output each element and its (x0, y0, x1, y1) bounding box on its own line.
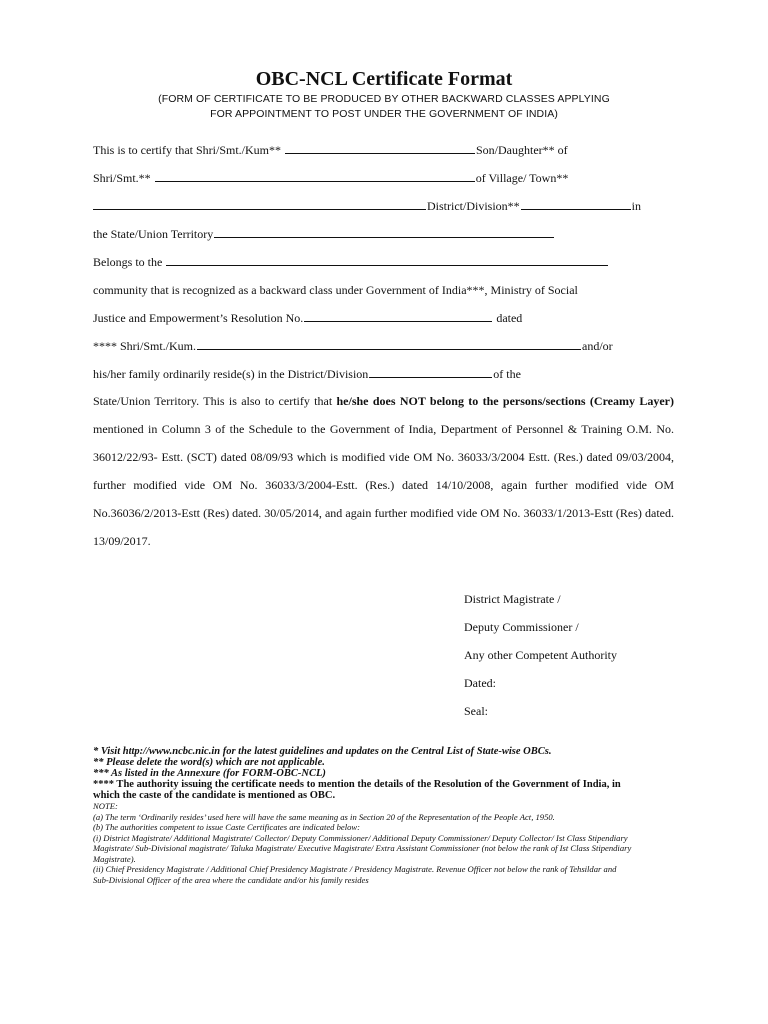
resolution-number-blank[interactable] (304, 320, 492, 322)
form-text: **** Shri/Smt./Kum. (93, 339, 197, 353)
name-blank[interactable] (285, 152, 475, 154)
note-b: (b) The authorities competent to issue Caste Certificates are indicated below: (93, 822, 361, 832)
form-text: District/Division** (427, 199, 520, 213)
shri-name-blank[interactable] (197, 348, 581, 350)
subtitle-line-2: FOR APPOINTMENT TO POST UNDER THE GOVERNMENT OF INDIA) (210, 108, 558, 120)
parent-name-blank[interactable] (155, 180, 475, 182)
state-blank[interactable] (214, 236, 554, 238)
signature-line-2: Deputy Commissioner / (464, 620, 579, 634)
seal-label: Seal: (464, 704, 488, 718)
form-line-name (93, 143, 568, 158)
footnote-2: ** Please delete the word(s) which are not applicable. (93, 757, 325, 768)
form-text: Son/Daughter** of (476, 143, 568, 157)
form-text: of the (493, 367, 521, 381)
form-text: community that is recognized as a backward class under Government of India***, Ministry of Social (93, 283, 578, 297)
form-line-reside (93, 367, 521, 382)
form-line-state (93, 227, 555, 242)
community-blank[interactable] (166, 264, 608, 266)
form-text: and/or (582, 339, 613, 353)
certification-paragraph (93, 387, 674, 555)
form-text: in (631, 199, 642, 213)
form-text: This is to certify that Shri/Smt./Kum** (93, 143, 281, 157)
form-text: Belongs to the (93, 255, 163, 269)
form-text: Justice and Empowerment’s Resolution No. (93, 311, 304, 325)
form-line-district (93, 199, 641, 214)
subtitle-line-1: (FORM OF CERTIFICATE TO BE PRODUCED BY OTHER BACKWARD CLASSES APPLYING (158, 93, 610, 105)
signature-line-1: District Magistrate / (464, 592, 561, 606)
paragraph-bold-text: he/she does NOT belong to the persons/sections (Creamy Layer) (336, 394, 674, 408)
footnote-1: * Visit http://www.ncbc.nic.in for the latest guidelines and updates on the Central List of State-wise OBCs. (93, 746, 552, 757)
signature-line-3: Any other Competent Authority (464, 648, 617, 662)
footnote-4-continued: which the caste of the candidate is mentioned as OBC. (93, 790, 336, 801)
form-line-community (93, 283, 578, 298)
form-line-shri (93, 339, 613, 354)
footnote-4: **** The authority issuing the certificate needs to mention the details of the Resolution of the Government of India, in (93, 779, 621, 790)
paragraph-text: State/Union Territory. This is also to certify that (93, 394, 337, 408)
district-blank[interactable] (521, 208, 631, 210)
note-a: (a) The term ‘Ordinarily resides’ used here will have the same meaning as in Section 20 of the Representation of the People Act, 1950. (93, 811, 555, 822)
village-blank[interactable] (93, 208, 426, 210)
dated-label: Dated: (464, 676, 496, 690)
form-line-parent (93, 171, 568, 186)
note-i: (i) District Magistrate/ Additional Magistrate/ Collector/ Deputy Commissioner/ Additional Deputy Commissioner/ Deputy Collector/ Ist Class Stipendiary Magistrate/ Sub-Divisional magistrate/ Taluka Magistrate/ Executive Magistrate/ Extra Assistant Commissioner (not below the rank of Ist Class Stipendiary Magistrate). (93, 832, 632, 864)
form-text: of Village/ Town** (475, 171, 569, 185)
form-text: dated (496, 311, 523, 325)
note-ii: (ii) Chief Presidency Magistrate / Additional Chief Presidency Magistrate / Presidency Magistrate. Revenue Officer not below the rank of Tehsildar and Sub-Divisional Officer of the area where the candidate and/or his family resides (93, 864, 617, 885)
footnotes (93, 746, 633, 885)
form-line-resolution (93, 311, 522, 326)
form-text: his/her family ordinarily reside(s) in the District/Division (93, 367, 369, 381)
note-label: NOTE: (93, 801, 118, 811)
page-title: OBC-NCL Certificate Format (255, 68, 513, 90)
paragraph-text: mentioned in Column 3 of the Schedule to the Government of India, Department of Personnel & Training O.M. No. 36012/22/93- Estt. (SCT) dated 08/09/93 which is modified vide OM No. 36033/3/2004 Estt. (Res.) dated 09/03/2004, further modified vide OM No. 36033/3/2004-Estt. (Res.) dated 14/10/2008, again further modified vide OM No.36036/2/2013-Estt (Res) dated. 30/05/2014, and again further modified vide OM No. 36033/1/2013-Estt (Res) dated. 13/09/2017. (93, 422, 674, 548)
form-text: the State/Union Territory (93, 227, 214, 241)
footnote-3: *** As listed in the Annexure (for FORM-OBC-NCL) (93, 768, 326, 779)
form-text: Shri/Smt.** (93, 171, 151, 185)
form-line-belongs (93, 255, 609, 270)
reside-district-blank[interactable] (369, 376, 492, 378)
